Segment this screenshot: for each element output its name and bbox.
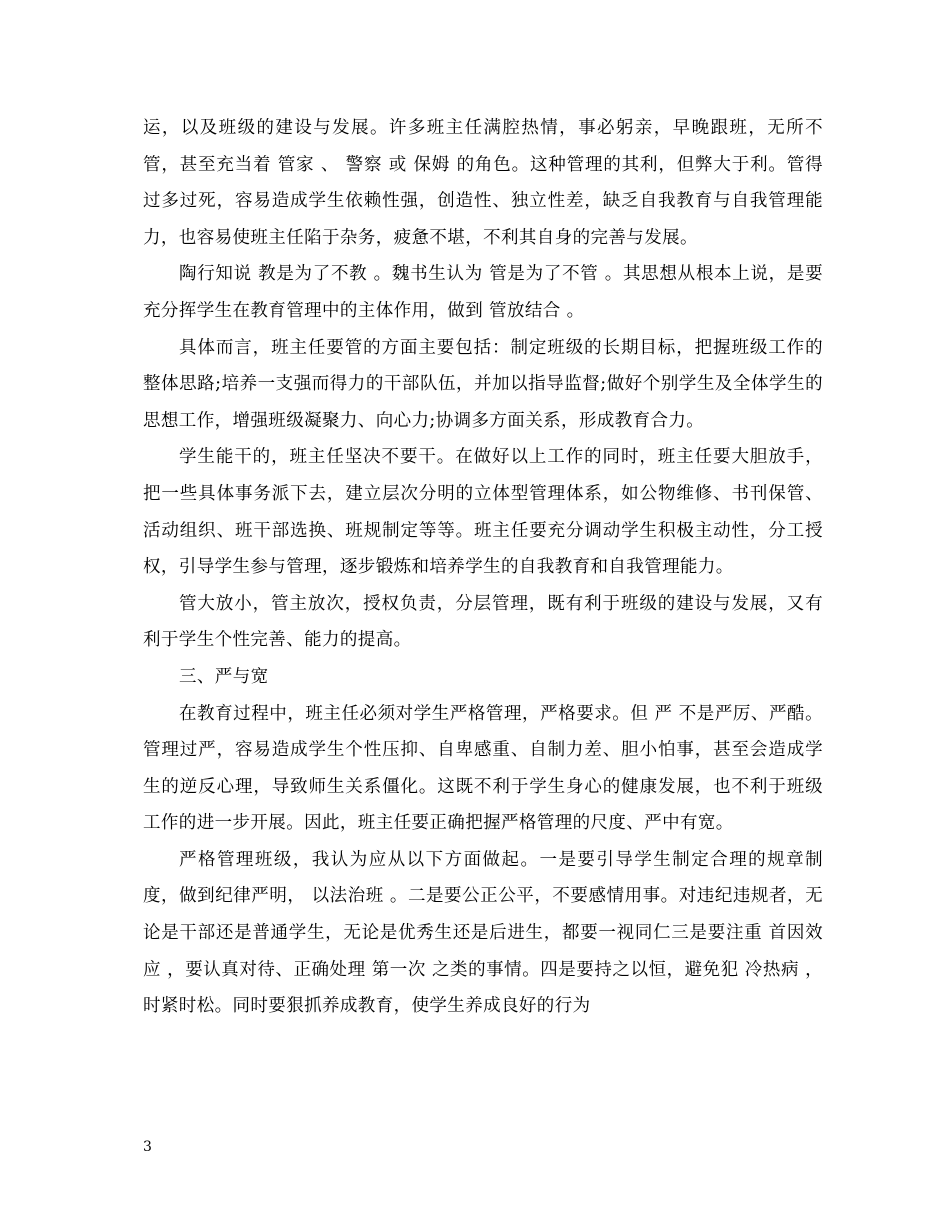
body-text (143, 110, 823, 1025)
paragraph-4: 学生能干的，班主任坚决不要干。在做好以上工作的同时，班主任要大胆放手，把一些具体事务派下去，建立层次分明的立体型管理体系，如公物维修、书刊保管、活动组织、班干部选换、班规制定等等。班主任要充分调动学生积极主动性，分工授权，引导学生参与管理，逐步锻炼和培养学生的自我教育和自我管理能力。 (143, 447, 823, 578)
paragraph-3: 具体而言，班主任要管的方面主要包括：制定班级的长期目标，把握班级工作的整体思路;培养一支强而得力的干部队伍，并加以指导监督;做好个别学生及全体学生的思想工作，增强班级凝聚力、向心力;协调多方面关系，形成教育合力。 (143, 337, 823, 431)
paragraph-6: 在教育过程中，班主任必须对学生严格管理，严格要求。但 严 不是严厉、严酷。管理过严，容易造成学生个性压抑、自卑感重、自制力差、胆小怕事，甚至会造成学生的逆反心理，导致师生关系僵化。这既不利于学生身心的健康发展，也不利于班级工作的进一步开展。因此，班主任要正确把握严格管理的尺度、严中有宽。 (143, 703, 823, 834)
paragraph-2: 陶行知说 教是为了不教 。魏书生认为 管是为了不管 。其思想从根本上说，是要充分挥学生在教育管理中的主体作用，做到 管放结合 。 (143, 264, 823, 321)
section-heading: 三、严与宽 (179, 666, 269, 687)
page-number: 3 (143, 1139, 152, 1155)
paragraph-7: 严格管理班级，我认为应从以下方面做起。一是要引导学生制定合理的规章制度，做到纪律严明， 以法治班 。二是要公正公平，不要感情用事。对违纪违规者，无论是干部还是普通学生，无论是优秀生还是后进生，都要一视同仁三是要注重 首因效应 ，要认真对待、正确处理 第一次 之类的事情。四是要持之以恒，避免犯 冷热病 ，时紧时松。同时要狠抓养成教育，使学生养成良好的行为 (143, 849, 823, 1017)
paragraph-1: 运，以及班级的建设与发展。许多班主任满腔热情，事必躬亲，早晚跟班，无所不管，甚至充当着 管家 、 警察 或 保姆 的角色。这种管理的其利，但弊大于利。管得过多过死，容易造成学生依赖性强，创造性、独立性差，缺乏自我教育与自我管理能力，也容易使班主任陷于杂务，疲惫不堪，不利其自身的完善与发展。 (143, 118, 823, 248)
paragraph-5: 管大放小，管主放次，授权负责，分层管理，既有利于班级的建设与发展，又有利于学生个性完善、能力的提高。 (143, 593, 823, 651)
